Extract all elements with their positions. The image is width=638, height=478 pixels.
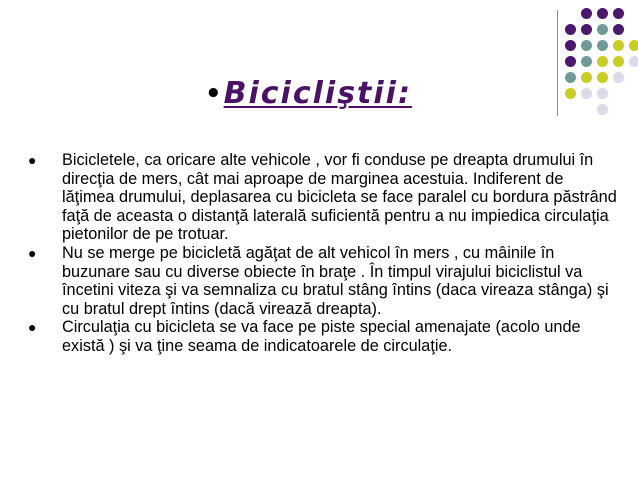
decor-dot — [629, 56, 638, 67]
decor-dot — [581, 40, 592, 51]
decor-dot — [565, 8, 576, 19]
decor-dot — [581, 56, 592, 67]
bullet-icon: ● — [28, 319, 37, 336]
decor-dot — [629, 40, 638, 51]
decor-dot — [565, 56, 576, 67]
decor-dot — [613, 72, 624, 83]
decor-dot — [581, 72, 592, 83]
decor-dot — [629, 88, 638, 99]
decor-dot — [629, 104, 638, 115]
decor-dot — [613, 24, 624, 35]
decor-dot — [613, 8, 624, 19]
title-bullet-icon: • — [205, 78, 222, 109]
bullet-icon: ● — [28, 152, 37, 168]
decor-dot — [613, 40, 624, 51]
slide-title-text: Bicicliştii: — [223, 76, 412, 111]
bullet-item — [28, 151, 618, 244]
bullet-text: Nu se merge pe bicicletă agăţat de alt vehicol în mers , cu mâinile în buzunare sau cu diverse obiecte în braţe . În timpul virajului biciclistul va încetini viteza şi va semnaliza cu bratul stâng întins (daca vireaza stânga) şi cu bratul drept întins (dacă virează dreapta). — [62, 243, 609, 318]
decor-dot — [565, 88, 576, 99]
decor-dot — [597, 40, 608, 51]
decor-dot — [597, 56, 608, 67]
decor-dot — [613, 104, 624, 115]
decor-dot — [565, 40, 576, 51]
decor-dot — [629, 8, 638, 19]
decor-dot — [581, 8, 592, 19]
decor-dot — [597, 8, 608, 19]
decor-dot — [581, 88, 592, 99]
bullet-item — [28, 244, 618, 318]
decor-dot — [629, 72, 638, 83]
decor-dot — [565, 24, 576, 35]
decor-dot-grid — [565, 8, 638, 115]
decor-dot — [597, 88, 608, 99]
slide-title — [205, 76, 412, 111]
bullet-text: Bicicletele, ca oricare alte vehicole , vor fi conduse pe dreapta drumului în direcţia de mers, cât mai aproape de marginea acestuia. Indiferent de lăţimea drumului, deplasarea cu bicicleta se face paralel cu bordura păstrând faţă de aceasta o distanţă laterală suficientă pentru a nu impiedica circulaţia pietonilor de pe trotuar. — [62, 151, 617, 244]
decor-dot — [597, 72, 608, 83]
decor-dot — [597, 104, 608, 115]
decor-dot — [581, 24, 592, 35]
decor-dot — [613, 88, 624, 99]
bullet-item — [28, 318, 618, 355]
bullet-icon: ● — [28, 244, 37, 261]
decor-dot — [581, 104, 592, 115]
bullet-text: Circulaţia cu bicicleta se va face pe piste special amenajate (acolo unde există ) şi va ţine seama de indicatoarele de circulaţie. — [62, 318, 581, 355]
decor-dot — [613, 56, 624, 67]
decor-dot — [629, 24, 638, 35]
bullet-list — [28, 151, 618, 356]
decor-divider-line — [557, 10, 558, 116]
decor-dot — [597, 24, 608, 35]
decor-dot — [565, 104, 576, 115]
decor-dot — [565, 72, 576, 83]
